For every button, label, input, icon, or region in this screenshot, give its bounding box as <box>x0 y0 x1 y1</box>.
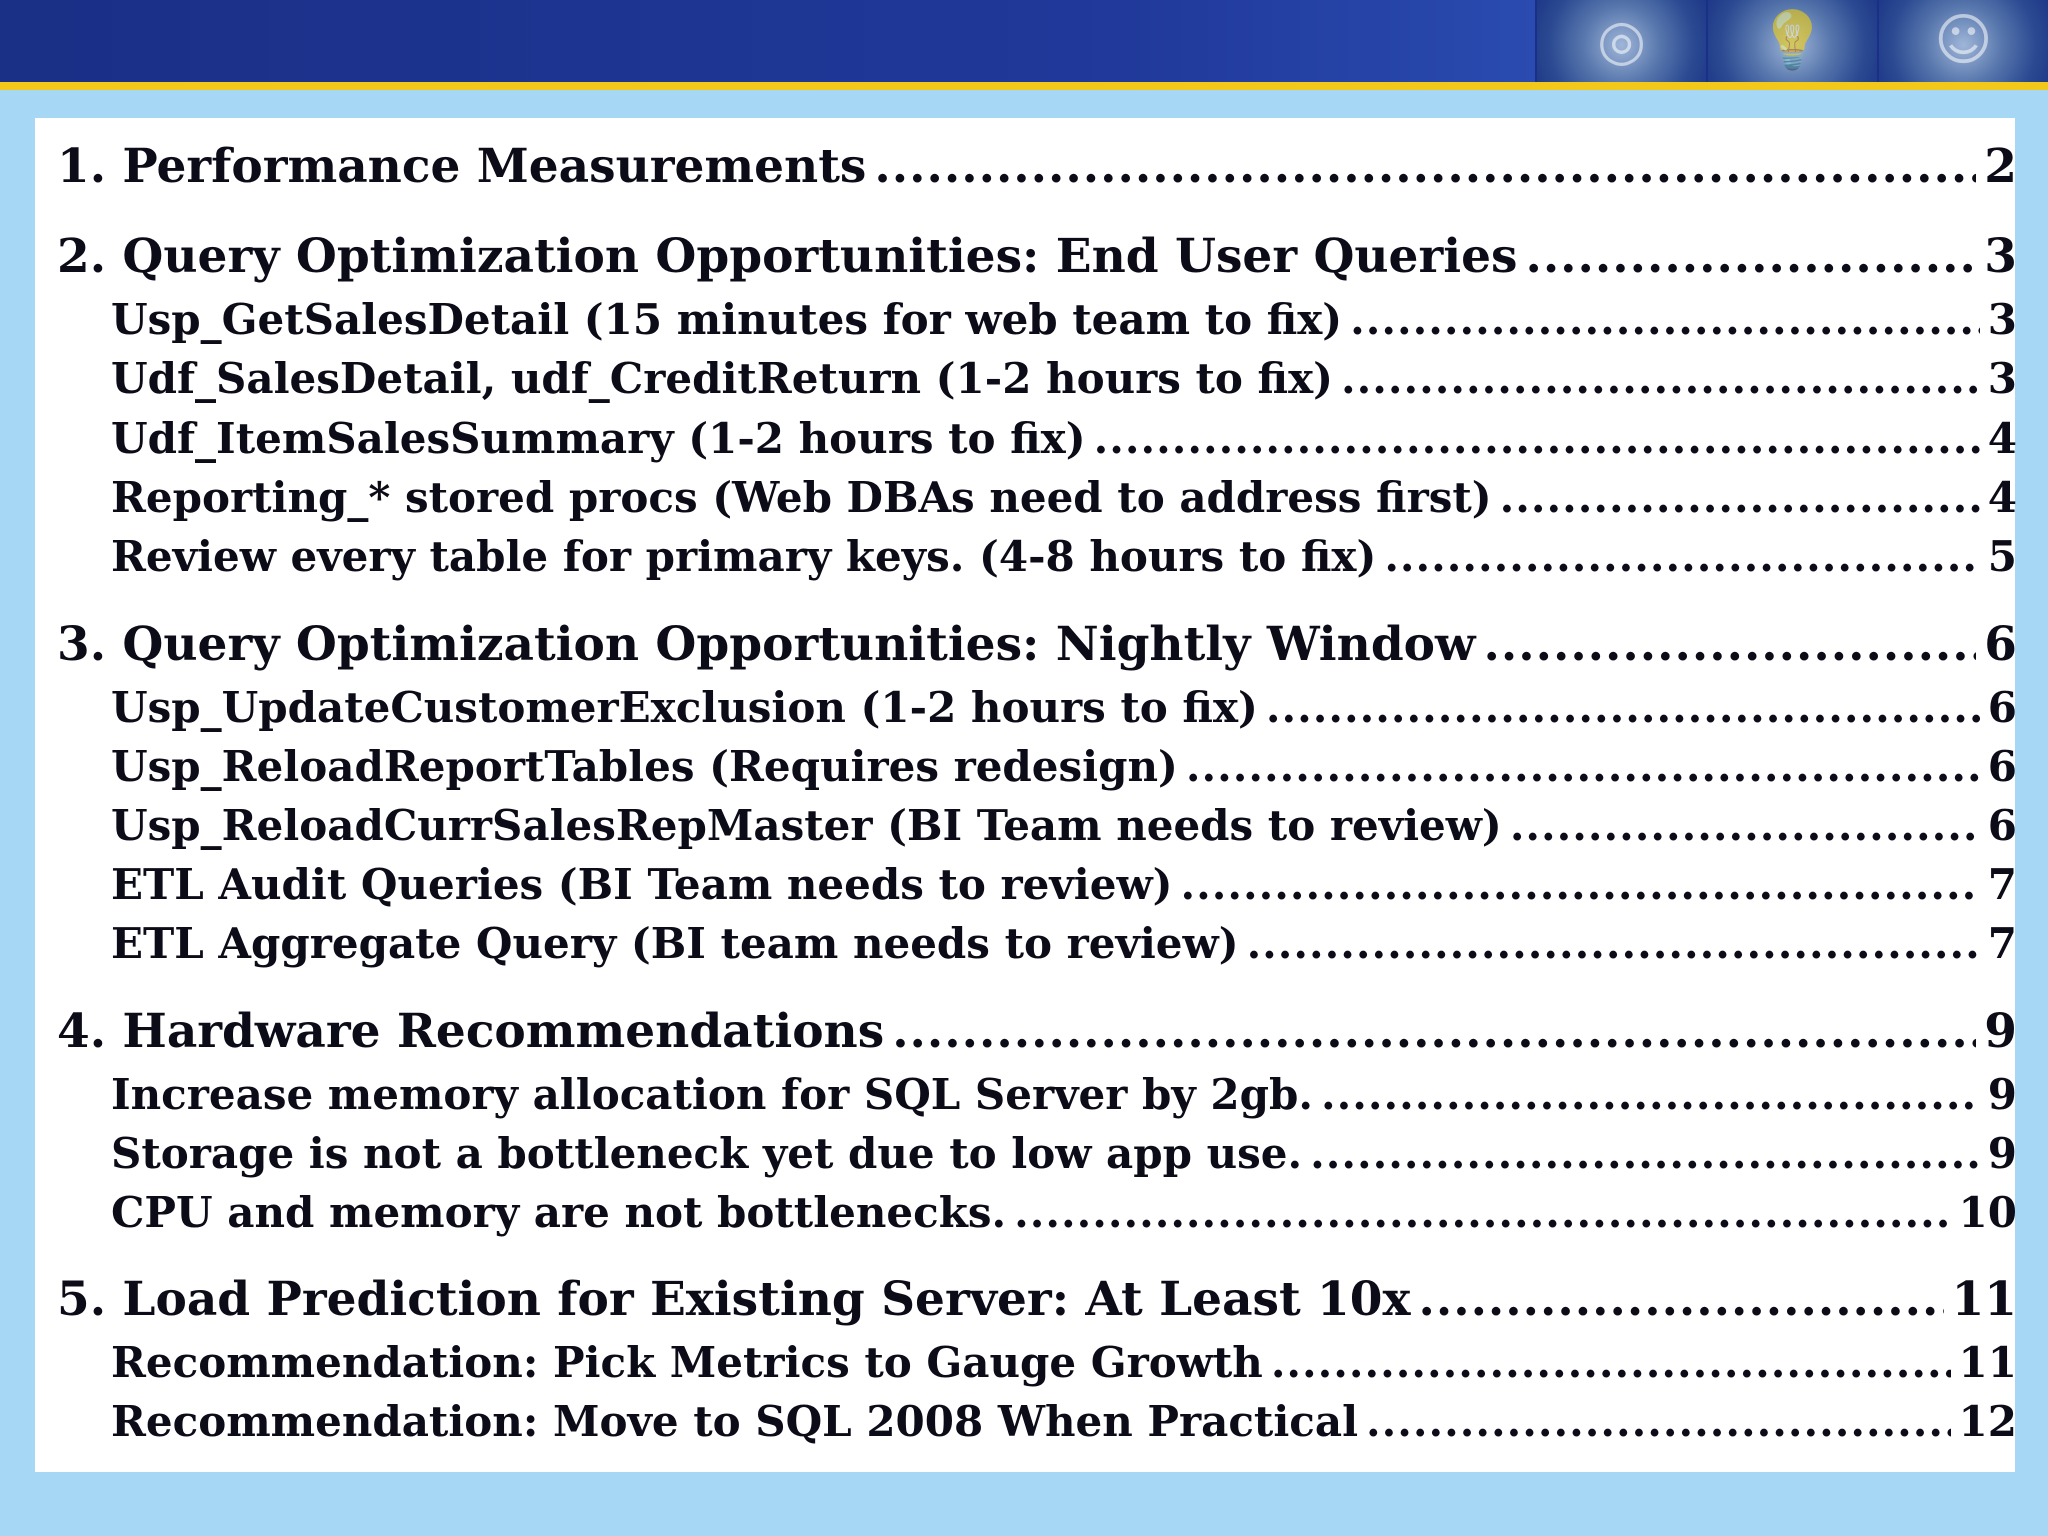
toc-subentry <box>57 1068 2017 1122</box>
toc-page-number: 10 <box>1958 1188 2017 1237</box>
toc-dot-leader <box>892 1003 1976 1061</box>
toc-page-number: 9 <box>1984 1004 2017 1059</box>
toc-dot-leader <box>1310 1127 1980 1181</box>
toc-page-number: 3 <box>1987 295 2017 344</box>
toc-dot-leader <box>1384 530 1979 584</box>
toc-page-number: 2 <box>1984 139 2017 194</box>
toc-subentry <box>57 293 2017 347</box>
toc-entry-title: Increase memory allocation for SQL Server by 2gb. <box>111 1070 1313 1119</box>
toc-subentry <box>57 1186 2017 1240</box>
toc-subentry <box>57 799 2017 853</box>
toc-entry-title: Udf_SalesDetail, udf_CreditReturn (1-2 hours to fix) <box>111 354 1333 403</box>
toc-entry-title: Review every table for primary keys. (4-8 hours to fix) <box>111 532 1377 581</box>
toc-subentry <box>57 412 2017 466</box>
toc-subentry <box>57 530 2017 584</box>
toc-subentry <box>57 740 2017 794</box>
toc-subentry <box>57 858 2017 912</box>
toc-entry-title: 1. Performance Measurements <box>57 139 867 194</box>
toc-entry-title: Storage is not a bottleneck yet due to low app use. <box>111 1129 1303 1178</box>
toc-page-number: 3 <box>1984 229 2017 284</box>
toc-page-number: 4 <box>1987 414 2017 463</box>
header-accent-stripe <box>0 82 2048 90</box>
lightbulb-image <box>1706 0 1877 82</box>
toc-dot-leader <box>1510 799 1980 853</box>
toc-entry-title: ETL Audit Queries (BI Team needs to review) <box>111 860 1173 909</box>
toc-heading <box>57 228 2017 286</box>
toc-page-number: 3 <box>1987 354 2017 403</box>
toc-entry-title: Usp_GetSalesDetail (15 minutes for web team to fix) <box>111 295 1343 344</box>
toc-page-number: 6 <box>1984 617 2017 672</box>
toc-dot-leader <box>1350 293 1980 347</box>
toc-page-number: 5 <box>1987 532 2017 581</box>
toc-dot-leader <box>1484 616 1977 674</box>
toc-entry-title: Recommendation: Pick Metrics to Gauge Growth <box>111 1338 1263 1387</box>
toc-entry-title: 3. Query Optimization Opportunities: Nightly Window <box>57 617 1476 672</box>
toc-dot-leader <box>1186 740 1980 794</box>
toc-dot-leader <box>1321 1068 1980 1122</box>
toc-entry-title: Udf_ItemSalesSummary (1-2 hours to fix) <box>111 414 1086 463</box>
toc-page-number: 6 <box>1987 683 2017 732</box>
toc-dot-leader <box>1094 412 1980 466</box>
toc-heading <box>57 1003 2017 1061</box>
toc-page-number: 9 <box>1987 1070 2017 1119</box>
toc-page-number: 7 <box>1987 860 2017 909</box>
toc-dot-leader <box>1014 1186 1950 1240</box>
toc-entry-title: Usp_ReloadReportTables (Requires redesign) <box>111 742 1178 791</box>
toc-subentry <box>57 1395 2017 1449</box>
toc-page-number: 12 <box>1958 1397 2017 1446</box>
toc-subentry <box>57 1336 2017 1390</box>
toc-page-number: 6 <box>1987 742 2017 791</box>
lens-image <box>1535 0 1706 82</box>
person-icon: ☺ <box>1934 8 1993 73</box>
toc-dot-leader <box>1418 1271 1943 1329</box>
lens-icon: ◎ <box>1597 8 1646 73</box>
toc-page-number: 4 <box>1987 473 2017 522</box>
toc-entry-title: 5. Load Prediction for Existing Server: At Least 10x <box>57 1272 1411 1327</box>
lightbulb-icon: 💡 <box>1757 8 1828 73</box>
toc-entry-title: 4. Hardware Recommendations <box>57 1004 885 1059</box>
toc-subentry <box>57 471 2017 525</box>
toc-entry-title: Reporting_* stored procs (Web DBAs need to address first) <box>111 473 1492 522</box>
toc-entry-title: Recommendation: Move to SQL 2008 When Practical <box>111 1397 1359 1446</box>
person-image <box>1877 0 2048 82</box>
toc-dot-leader <box>1525 228 1976 286</box>
toc-entry-title: Usp_ReloadCurrSalesRepMaster (BI Team needs to review) <box>111 801 1502 850</box>
toc-page-number: 6 <box>1987 801 2017 850</box>
toc-dot-leader <box>1500 471 1980 525</box>
toc-heading <box>57 138 2017 196</box>
toc-dot-leader <box>1180 858 1979 912</box>
toc-dot-leader <box>1366 1395 1951 1449</box>
toc-entry-title: 2. Query Optimization Opportunities: End User Queries <box>57 229 1518 284</box>
toc-page-number: 7 <box>1987 919 2017 968</box>
toc-page-number: 9 <box>1987 1129 2017 1178</box>
toc-entry-title: ETL Aggregate Query (BI team needs to review) <box>111 919 1239 968</box>
toc-heading <box>57 616 2017 674</box>
toc-dot-leader <box>1266 681 1980 735</box>
table-of-contents-page <box>35 118 2015 1472</box>
toc-entry-title: CPU and memory are not bottlenecks. <box>111 1188 1007 1237</box>
toc-subentry <box>57 917 2017 971</box>
toc-page-number: 11 <box>1958 1338 2017 1387</box>
toc-dot-leader <box>1271 1336 1951 1390</box>
toc-dot-leader <box>1247 917 1980 971</box>
toc-heading <box>57 1271 2017 1329</box>
toc-subentry <box>57 352 2017 406</box>
toc-page-number: 11 <box>1951 1272 2017 1327</box>
toc-entry-title: Usp_UpdateCustomerExclusion (1-2 hours to fix) <box>111 683 1258 732</box>
toc-dot-leader <box>1341 352 1980 406</box>
toc-dot-leader <box>874 138 1976 196</box>
header-image-strip <box>1535 0 2048 82</box>
toc-subentry <box>57 1127 2017 1181</box>
toc-subentry <box>57 681 2017 735</box>
